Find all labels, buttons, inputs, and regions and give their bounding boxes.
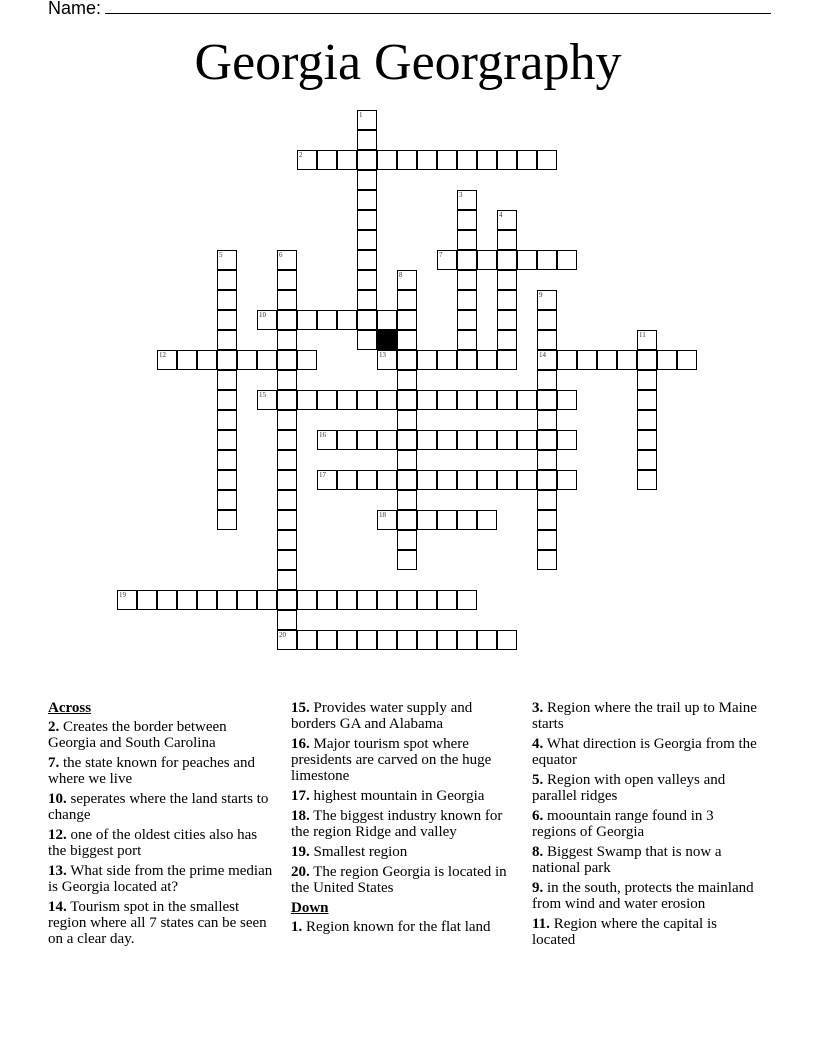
clue-number: 18 [379, 511, 386, 519]
grid-cell[interactable] [497, 310, 517, 330]
grid-cell[interactable] [417, 630, 437, 650]
grid-cell[interactable] [357, 290, 377, 310]
grid-cell[interactable] [397, 290, 417, 310]
grid-cell[interactable] [357, 250, 377, 270]
grid-cell[interactable] [377, 630, 397, 650]
clue-across-10: 10. seperates where the land starts to change [48, 791, 269, 823]
grid-cell[interactable] [397, 550, 417, 570]
grid-cell[interactable] [337, 390, 357, 410]
grid-cell[interactable] [217, 330, 237, 350]
grid-cell[interactable] [457, 350, 477, 370]
grid-cell[interactable] [477, 150, 497, 170]
clue-down-6: 6. moountain range found in 3 regions of Georgia [532, 808, 714, 840]
grid-cell[interactable] [457, 310, 477, 330]
grid-cell[interactable] [537, 510, 557, 530]
grid-cell[interactable] [277, 570, 297, 590]
grid-cell[interactable] [257, 590, 277, 610]
grid-cell[interactable] [497, 330, 517, 350]
grid-cell[interactable] [277, 270, 297, 290]
grid-cell[interactable] [457, 630, 477, 650]
clue-number: 1 [359, 111, 363, 119]
clue-across-18: 18. The biggest industry known for the region Ridge and valley [291, 808, 503, 840]
grid-cell[interactable] [317, 430, 337, 450]
grid-cell[interactable] [537, 310, 557, 330]
clue-number: 7 [439, 251, 443, 259]
grid-cell[interactable] [497, 270, 517, 290]
grid-cell[interactable] [157, 350, 177, 370]
grid-cell[interactable] [477, 430, 497, 450]
grid-cell[interactable] [497, 150, 517, 170]
grid-cell[interactable] [397, 510, 417, 530]
clue-across-14: 14. Tourism spot in the smallest region where all 7 states can be seen on a clear day. [48, 899, 267, 947]
grid-cell[interactable] [517, 430, 537, 450]
grid-cell[interactable] [497, 230, 517, 250]
grid-cell[interactable] [497, 210, 517, 230]
grid-cell[interactable] [437, 510, 457, 530]
grid-cell[interactable] [557, 390, 577, 410]
grid-cell[interactable] [657, 350, 677, 370]
grid-cell[interactable] [457, 230, 477, 250]
grid-cell[interactable] [297, 590, 317, 610]
grid-cell[interactable] [357, 130, 377, 150]
grid-cell[interactable] [537, 490, 557, 510]
grid-cell[interactable] [337, 150, 357, 170]
grid-cell[interactable] [277, 330, 297, 350]
grid-cell[interactable] [417, 150, 437, 170]
grid-cell[interactable] [537, 390, 557, 410]
grid-cell[interactable] [217, 290, 237, 310]
clue-number: 11 [639, 331, 646, 339]
grid-cell[interactable] [277, 250, 297, 270]
across-heading: Across [48, 700, 92, 716]
grid-cell[interactable] [277, 470, 297, 490]
grid-cell[interactable] [517, 150, 537, 170]
grid-cell[interactable] [497, 470, 517, 490]
clue-across-15: 15. Provides water supply and borders GA and Alabama [291, 700, 473, 732]
grid-cell[interactable] [357, 170, 377, 190]
grid-cell[interactable] [457, 510, 477, 530]
grid-cell[interactable] [297, 390, 317, 410]
grid-cell[interactable] [457, 330, 477, 350]
grid-cell[interactable] [297, 150, 317, 170]
grid-cell[interactable] [477, 250, 497, 270]
grid-cell[interactable] [537, 250, 557, 270]
grid-cell[interactable] [317, 150, 337, 170]
grid-cell[interactable] [297, 630, 317, 650]
grid-cell[interactable] [337, 310, 357, 330]
grid-cell[interactable] [497, 630, 517, 650]
grid-cell[interactable] [177, 350, 197, 370]
grid-cell[interactable] [337, 630, 357, 650]
grid-cell[interactable] [257, 350, 277, 370]
grid-cell[interactable] [277, 310, 297, 330]
grid-cell[interactable] [397, 430, 417, 450]
grid-cell[interactable] [497, 290, 517, 310]
grid-cell[interactable] [397, 590, 417, 610]
grid-cell[interactable] [417, 510, 437, 530]
clue-across-17: 17. highest mountain in Georgia [291, 788, 485, 804]
grid-cell[interactable] [357, 210, 377, 230]
grid-cell[interactable] [277, 430, 297, 450]
grid-cell[interactable] [197, 350, 217, 370]
grid-cell[interactable] [357, 630, 377, 650]
grid-cell[interactable] [317, 470, 337, 490]
grid-cell[interactable] [437, 470, 457, 490]
grid-cell[interactable] [457, 470, 477, 490]
grid-cell[interactable] [217, 470, 237, 490]
grid-cell[interactable] [417, 390, 437, 410]
grid-cell[interactable] [277, 530, 297, 550]
grid-cell[interactable] [537, 530, 557, 550]
grid-cell[interactable] [277, 490, 297, 510]
grid-cell[interactable] [397, 410, 417, 430]
clue-across-12: 12. one of the oldest cities also has the biggest port [48, 827, 258, 859]
grid-cell[interactable] [217, 250, 237, 270]
grid-cell[interactable] [277, 290, 297, 310]
grid-cell[interactable] [217, 410, 237, 430]
grid-cell[interactable] [237, 590, 257, 610]
grid-cell[interactable] [417, 590, 437, 610]
grid-cell[interactable] [277, 370, 297, 390]
grid-cell[interactable] [497, 390, 517, 410]
clues-column-1 [48, 700, 273, 951]
grid-cell[interactable] [457, 270, 477, 290]
grid-cell[interactable] [357, 230, 377, 250]
grid-cell[interactable] [537, 470, 557, 490]
grid-cell[interactable] [457, 590, 477, 610]
grid-cell[interactable] [537, 430, 557, 450]
black-cell [377, 330, 397, 350]
grid-cell[interactable] [357, 110, 377, 130]
grid-cell[interactable] [457, 430, 477, 450]
grid-cell[interactable] [357, 330, 377, 350]
clue-number: 15 [259, 391, 266, 399]
grid-cell[interactable] [277, 630, 297, 650]
grid-cell[interactable] [537, 550, 557, 570]
grid-cell[interactable] [537, 450, 557, 470]
clue-down-9: 9. in the south, protects the mainland from wind and water erosion [532, 880, 754, 912]
grid-cell[interactable] [477, 470, 497, 490]
grid-cell[interactable] [477, 510, 497, 530]
clue-down-11: 11. Region where the capital is located [532, 916, 717, 948]
grid-cell[interactable] [537, 410, 557, 430]
grid-cell[interactable] [377, 470, 397, 490]
grid-cell[interactable] [457, 210, 477, 230]
grid-cell[interactable] [437, 350, 457, 370]
grid-cell[interactable] [397, 630, 417, 650]
clue-number: 9 [539, 291, 543, 299]
grid-cell[interactable] [137, 590, 157, 610]
grid-cell[interactable] [277, 390, 297, 410]
grid-cell[interactable] [637, 470, 657, 490]
grid-cell[interactable] [437, 250, 457, 270]
grid-cell[interactable] [437, 430, 457, 450]
grid-cell[interactable] [457, 290, 477, 310]
clue-across-2: 2. Creates the border between Georgia and South Carolina [48, 719, 227, 751]
grid-cell[interactable] [217, 590, 237, 610]
grid-cell[interactable] [397, 450, 417, 470]
name-label: Name: [48, 0, 102, 18]
grid-cell[interactable] [217, 390, 237, 410]
grid-cell[interactable] [217, 490, 237, 510]
grid-cell[interactable] [237, 350, 257, 370]
grid-cell[interactable] [157, 590, 177, 610]
grid-cell[interactable] [277, 550, 297, 570]
grid-cell[interactable] [557, 430, 577, 450]
grid-cell[interactable] [217, 270, 237, 290]
grid-cell[interactable] [357, 270, 377, 290]
grid-cell[interactable] [377, 590, 397, 610]
grid-cell[interactable] [637, 430, 657, 450]
grid-cell[interactable] [317, 390, 337, 410]
grid-cell[interactable] [517, 390, 537, 410]
grid-cell[interactable] [377, 390, 397, 410]
grid-cell[interactable] [317, 310, 337, 330]
clue-number: 12 [159, 351, 166, 359]
grid-cell[interactable] [257, 390, 277, 410]
grid-cell[interactable] [557, 250, 577, 270]
grid-cell[interactable] [377, 510, 397, 530]
grid-cell[interactable] [357, 390, 377, 410]
clue-down-5: 5. Region with open valleys and parallel ridges [532, 772, 726, 804]
grid-cell[interactable] [517, 250, 537, 270]
grid-cell[interactable] [537, 370, 557, 390]
grid-cell[interactable] [377, 150, 397, 170]
clue-number: 17 [319, 471, 326, 479]
grid-cell[interactable] [637, 410, 657, 430]
grid-cell[interactable] [217, 430, 237, 450]
grid-cell[interactable] [357, 470, 377, 490]
grid-cell[interactable] [257, 310, 277, 330]
grid-cell[interactable] [477, 350, 497, 370]
grid-cell[interactable] [357, 190, 377, 210]
grid-cell[interactable] [537, 330, 557, 350]
grid-cell[interactable] [637, 370, 657, 390]
grid-cell[interactable] [497, 350, 517, 370]
clue-number: 16 [319, 431, 326, 439]
clue-across-13: 13. What side from the prime median is Georgia located at? [48, 863, 273, 895]
clue-across-19: 19. Smallest region [291, 844, 408, 860]
clue-down-8: 8. Biggest Swamp that is now a national park [532, 844, 722, 876]
grid-cell[interactable] [637, 330, 657, 350]
grid-cell[interactable] [397, 370, 417, 390]
grid-cell[interactable] [357, 150, 377, 170]
grid-cell[interactable] [297, 310, 317, 330]
clue-number: 5 [219, 251, 223, 259]
grid-cell[interactable] [437, 390, 457, 410]
grid-cell[interactable] [437, 630, 457, 650]
grid-cell[interactable] [217, 310, 237, 330]
grid-cell[interactable] [617, 350, 637, 370]
grid-cell[interactable] [397, 330, 417, 350]
grid-cell[interactable] [397, 490, 417, 510]
grid-cell[interactable] [537, 150, 557, 170]
grid-cell[interactable] [397, 310, 417, 330]
grid-cell[interactable] [457, 250, 477, 270]
grid-cell[interactable] [537, 350, 557, 370]
grid-cell[interactable] [337, 470, 357, 490]
grid-cell[interactable] [497, 250, 517, 270]
grid-cell[interactable] [557, 470, 577, 490]
clues-column-3 [532, 700, 757, 952]
clue-across-7: 7. the state known for peaches and where we live [48, 755, 256, 787]
clue-number: 8 [399, 271, 403, 279]
grid-cell[interactable] [377, 310, 397, 330]
grid-cell[interactable] [457, 390, 477, 410]
grid-cell[interactable] [277, 510, 297, 530]
clue-down-4: 4. What direction is Georgia from the equator [532, 736, 757, 768]
grid-cell[interactable] [357, 430, 377, 450]
grid-cell[interactable] [317, 590, 337, 610]
grid-cell[interactable] [277, 350, 297, 370]
grid-cell[interactable] [277, 610, 297, 630]
clue-down-3: 3. Region where the trail up to Maine starts [532, 700, 757, 732]
clue-down-1: 1. Region known for the flat land [291, 919, 491, 935]
grid-cell[interactable] [297, 350, 317, 370]
grid-cell[interactable] [177, 590, 197, 610]
grid-cell[interactable] [217, 350, 237, 370]
grid-cell[interactable] [477, 630, 497, 650]
grid-cell[interactable] [397, 390, 417, 410]
grid-cell[interactable] [537, 290, 557, 310]
grid-cell[interactable] [277, 590, 297, 610]
grid-cell[interactable] [437, 150, 457, 170]
grid-cell[interactable] [437, 590, 457, 610]
grid-cell[interactable] [417, 350, 437, 370]
grid-cell[interactable] [337, 430, 357, 450]
grid-cell[interactable] [417, 430, 437, 450]
grid-cell[interactable] [557, 350, 577, 370]
clue-number: 3 [459, 191, 463, 199]
grid-cell[interactable] [197, 590, 217, 610]
clue-number: 4 [499, 211, 503, 219]
grid-cell[interactable] [637, 350, 657, 370]
clue-number: 6 [279, 251, 283, 259]
clue-number: 13 [379, 351, 386, 359]
grid-cell[interactable] [497, 430, 517, 450]
grid-cell[interactable] [397, 270, 417, 290]
grid-cell[interactable] [677, 350, 697, 370]
page-title: Georgia Georgraphy [194, 34, 622, 91]
clue-across-16: 16. Major tourism spot where presidents are carved on the huge limestone [291, 736, 492, 784]
clue-number: 2 [299, 151, 303, 159]
grid-cell[interactable] [377, 350, 397, 370]
grid-cell[interactable] [397, 150, 417, 170]
grid-cell[interactable] [477, 390, 497, 410]
grid-cell[interactable] [277, 450, 297, 470]
grid-cell[interactable] [377, 430, 397, 450]
grid-cell[interactable] [397, 350, 417, 370]
down-heading: Down [291, 900, 329, 916]
grid-cell[interactable] [457, 150, 477, 170]
grid-cell[interactable] [517, 470, 537, 490]
grid-cell[interactable] [277, 410, 297, 430]
grid-cell[interactable] [317, 630, 337, 650]
grid-cell[interactable] [397, 530, 417, 550]
clue-number: 20 [279, 631, 286, 639]
clue-number: 10 [259, 311, 266, 319]
clue-number: 14 [539, 351, 546, 359]
grid-cell[interactable] [597, 350, 617, 370]
grid-cell[interactable] [337, 590, 357, 610]
grid-cell[interactable] [637, 450, 657, 470]
clue-number: 19 [119, 591, 126, 599]
grid-cell[interactable] [217, 510, 237, 530]
grid-cell[interactable] [117, 590, 137, 610]
clue-across-20: 20. The region Georgia is located in the United States [291, 864, 507, 896]
grid-cell[interactable] [417, 470, 437, 490]
clues-column-2 [291, 700, 516, 939]
grid-cell[interactable] [637, 390, 657, 410]
grid-cell[interactable] [457, 190, 477, 210]
grid-cell[interactable] [217, 370, 237, 390]
grid-cell[interactable] [217, 450, 237, 470]
grid-cell[interactable] [357, 310, 377, 330]
grid-cell[interactable] [397, 470, 417, 490]
grid-cell[interactable] [577, 350, 597, 370]
grid-cell[interactable] [357, 590, 377, 610]
